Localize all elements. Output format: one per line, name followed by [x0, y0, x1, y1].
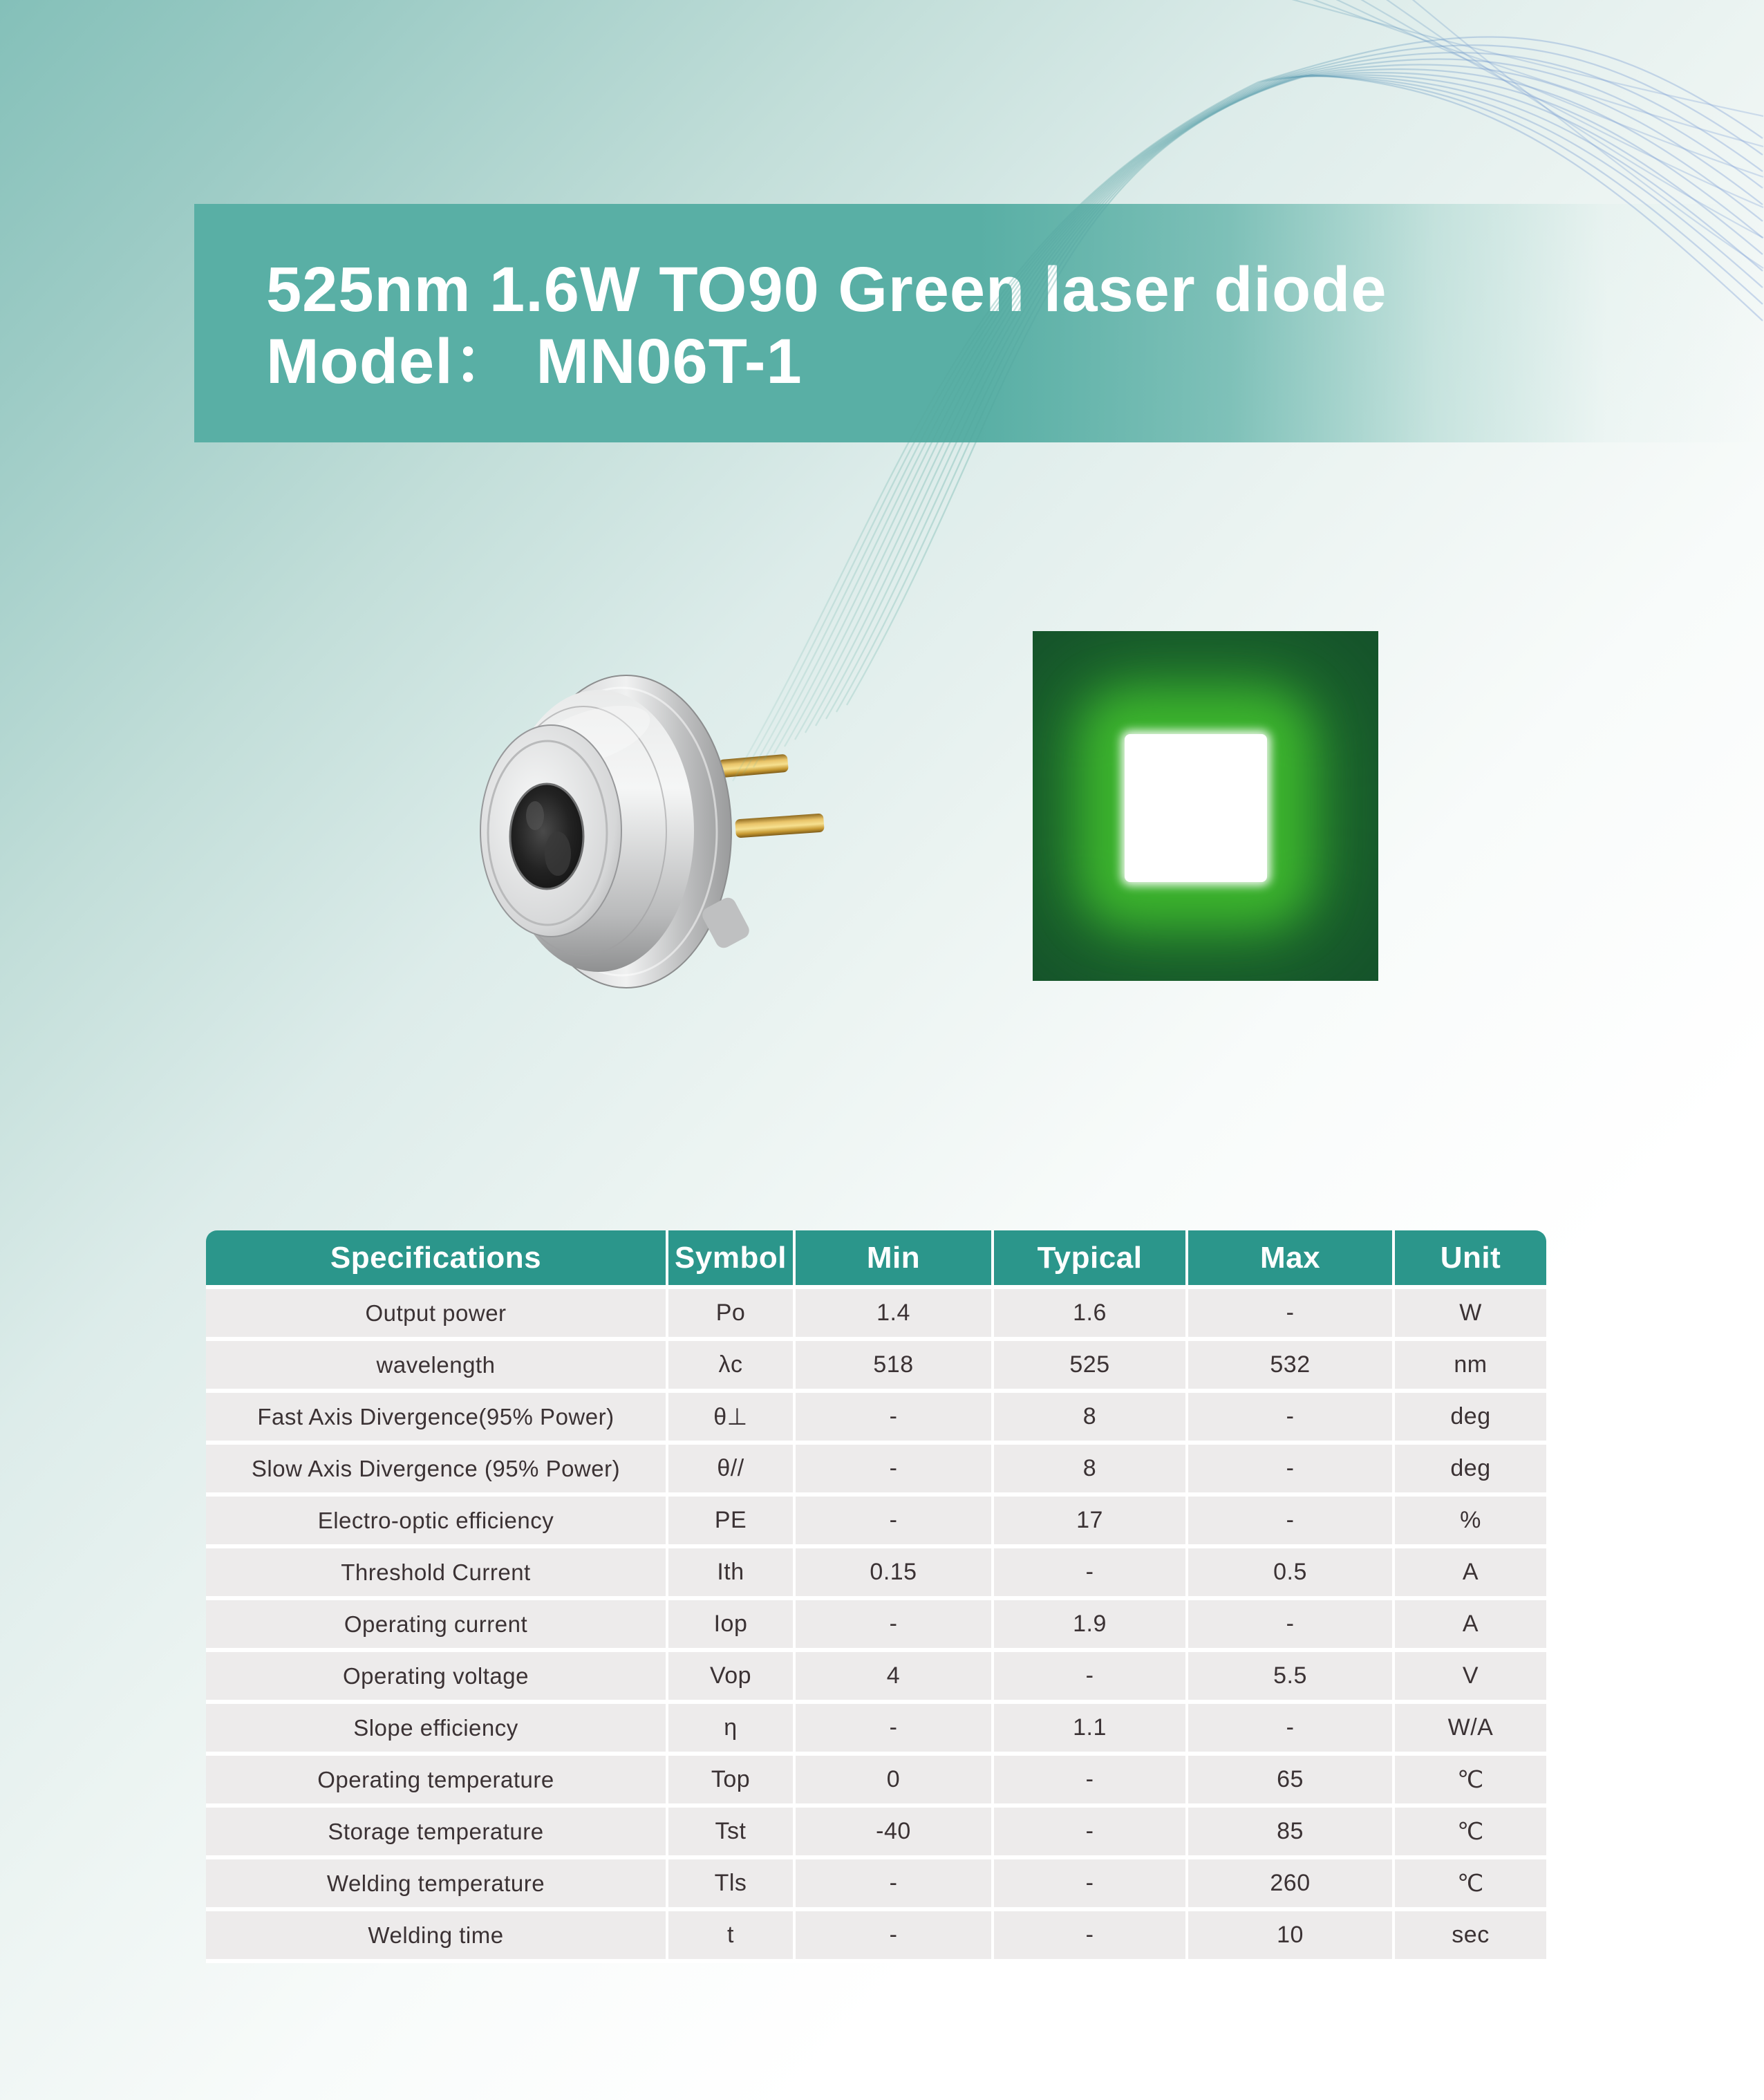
spec-value: PE: [668, 1497, 796, 1548]
emission-aperture: [510, 784, 583, 889]
beam-white-square: [1125, 734, 1267, 882]
table-row: [206, 1652, 1546, 1704]
spec-value: -: [796, 1600, 994, 1652]
column-header-symbol: Symbol: [668, 1230, 796, 1289]
column-header-typical: Typical: [994, 1230, 1188, 1289]
spec-label: Slow Axis Divergence (95% Power): [206, 1445, 668, 1497]
spec-value: Po: [668, 1289, 796, 1341]
spec-value: η: [668, 1704, 796, 1756]
table-row: [206, 1289, 1546, 1341]
spec-value: 525: [994, 1341, 1188, 1393]
spec-value: Vop: [668, 1652, 796, 1704]
spec-value: -: [796, 1497, 994, 1548]
spec-table-body: [206, 1289, 1546, 1963]
column-header-max: Max: [1188, 1230, 1395, 1289]
table-row: [206, 1445, 1546, 1497]
spec-value: ℃: [1395, 1859, 1546, 1911]
spec-value: 8: [994, 1445, 1188, 1497]
spec-value: ℃: [1395, 1756, 1546, 1808]
table-row: [206, 1704, 1546, 1756]
column-header-specifications: Specifications: [206, 1230, 668, 1289]
spec-value: 0.5: [1188, 1548, 1395, 1600]
spec-value: W/A: [1395, 1704, 1546, 1756]
spec-value: 0.15: [796, 1548, 994, 1600]
spec-label: Slope efficiency: [206, 1704, 668, 1756]
spec-value: -: [796, 1393, 994, 1445]
spec-value: t: [668, 1911, 796, 1963]
spec-value: Tst: [668, 1808, 796, 1859]
spec-value: 1.6: [994, 1289, 1188, 1341]
table-row: [206, 1756, 1546, 1808]
spec-value: -: [1188, 1289, 1395, 1341]
spec-value: 1.1: [994, 1704, 1188, 1756]
spec-value: -: [796, 1445, 994, 1497]
table-row: [206, 1911, 1546, 1963]
spec-label: Operating temperature: [206, 1756, 668, 1808]
spec-label: Fast Axis Divergence(95% Power): [206, 1393, 668, 1445]
column-header-min: Min: [796, 1230, 994, 1289]
spec-value: 0: [796, 1756, 994, 1808]
spec-label: Electro-optic efficiency: [206, 1497, 668, 1548]
table-row: [206, 1341, 1546, 1393]
spec-value: -: [1188, 1704, 1395, 1756]
spec-value: -: [796, 1704, 994, 1756]
spec-value: Top: [668, 1756, 796, 1808]
pin-upper: [718, 754, 789, 778]
spec-value: 10: [1188, 1911, 1395, 1963]
spec-value: -40: [796, 1808, 994, 1859]
spec-value: -: [994, 1652, 1188, 1704]
table-row: [206, 1548, 1546, 1600]
spec-table: [206, 1230, 1546, 1963]
spec-label: Welding time: [206, 1911, 668, 1963]
spec-value: 518: [796, 1341, 994, 1393]
spec-value: -: [1188, 1600, 1395, 1652]
spec-label: Operating current: [206, 1600, 668, 1652]
spec-value: 17: [994, 1497, 1188, 1548]
spec-value: V: [1395, 1652, 1546, 1704]
spec-label: Threshold Current: [206, 1548, 668, 1600]
spec-value: -: [994, 1756, 1188, 1808]
spec-label: Output power: [206, 1289, 668, 1341]
table-row: [206, 1808, 1546, 1859]
table-row: [206, 1497, 1546, 1548]
spec-value: -: [994, 1911, 1188, 1963]
spec-value: Tls: [668, 1859, 796, 1911]
spec-value: -: [796, 1859, 994, 1911]
model-line: Model： MN06T-1: [266, 326, 803, 397]
spec-value: -: [994, 1808, 1188, 1859]
spec-value: W: [1395, 1289, 1546, 1341]
beam-profile-image: [1033, 631, 1378, 981]
spec-value: θ⊥: [668, 1393, 796, 1445]
spec-value: 1.9: [994, 1600, 1188, 1652]
spec-value: 8: [994, 1393, 1188, 1445]
table-row: [206, 1859, 1546, 1911]
spec-label: wavelength: [206, 1341, 668, 1393]
diode-photo: [480, 674, 825, 992]
spec-value: 532: [1188, 1341, 1395, 1393]
spec-value: Iop: [668, 1600, 796, 1652]
spec-table-header: [206, 1230, 1546, 1289]
table-row: [206, 1393, 1546, 1445]
spec-value: 65: [1188, 1756, 1395, 1808]
spec-value: λc: [668, 1341, 796, 1393]
spec-label: Operating voltage: [206, 1652, 668, 1704]
spec-value: -: [994, 1548, 1188, 1600]
title-banner: [194, 204, 1764, 442]
product-title: 525nm 1.6W TO90 Green laser diode: [266, 254, 1387, 325]
spec-value: -: [796, 1911, 994, 1963]
spec-value: deg: [1395, 1445, 1546, 1497]
spec-value: θ//: [668, 1445, 796, 1497]
spec-value: A: [1395, 1600, 1546, 1652]
spec-value: A: [1395, 1548, 1546, 1600]
spec-value: deg: [1395, 1393, 1546, 1445]
spec-value: %: [1395, 1497, 1546, 1548]
pin-lower: [735, 814, 825, 838]
table-row: [206, 1600, 1546, 1652]
column-header-unit: Unit: [1395, 1230, 1546, 1289]
spec-value: sec: [1395, 1911, 1546, 1963]
spec-value: -: [1188, 1393, 1395, 1445]
spec-value: 5.5: [1188, 1652, 1395, 1704]
spec-value: 4: [796, 1652, 994, 1704]
spec-value: -: [994, 1859, 1188, 1911]
spec-label: Welding temperature: [206, 1859, 668, 1911]
spec-value: ℃: [1395, 1808, 1546, 1859]
spec-value: -: [1188, 1445, 1395, 1497]
spec-value: Ith: [668, 1548, 796, 1600]
spec-value: -: [1188, 1497, 1395, 1548]
spec-value: 260: [1188, 1859, 1395, 1911]
spec-value: 1.4: [796, 1289, 994, 1341]
header-row: [206, 1230, 1546, 1289]
spec-value: 85: [1188, 1808, 1395, 1859]
spec-label: Storage temperature: [206, 1808, 668, 1859]
spec-value: nm: [1395, 1341, 1546, 1393]
